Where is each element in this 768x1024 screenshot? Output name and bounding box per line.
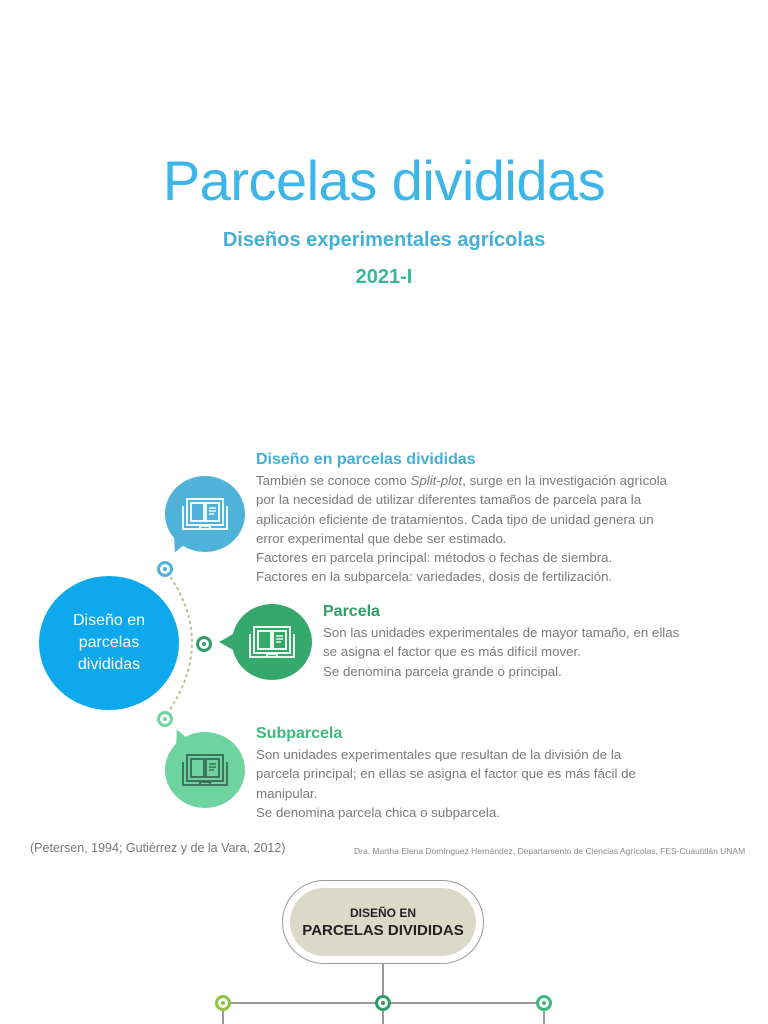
branch-node-right xyxy=(536,995,552,1011)
section-line: aplicación eficiente de tratamientos. Cada tipo de unidad genera un xyxy=(256,511,654,527)
section-line: error experimental que debe ser estimado. xyxy=(256,530,507,546)
branch-node-left xyxy=(215,995,231,1011)
section-line: parcela principal; en ellas se asigna el factor que es más fácil de xyxy=(256,766,636,782)
bubble-parcela xyxy=(232,604,312,680)
ring-marker-middle xyxy=(196,636,212,652)
section-line: Se denomina parcela grande o principal. xyxy=(323,663,562,679)
section-line: Son las unidades experimentales de mayor tamaño, en ellas xyxy=(323,625,680,640)
book-icon xyxy=(180,496,230,532)
section-body xyxy=(323,623,679,681)
section-design xyxy=(256,451,667,587)
connector-line xyxy=(382,964,384,1024)
center-node xyxy=(39,576,179,710)
diagram-root-small-label: DISEÑO EN xyxy=(349,905,416,920)
page-subtitle: Diseños experimentales agrícolas xyxy=(222,229,546,251)
text-fragment: También se conoce como xyxy=(256,473,411,488)
center-node-label: Diseño en parcelas divididas xyxy=(72,612,146,673)
branch-node-center xyxy=(375,995,391,1011)
section-subparcela xyxy=(256,725,636,822)
section-title: Subparcela xyxy=(256,725,343,742)
section-title: Diseño en parcelas divididas xyxy=(256,451,476,468)
ring-marker-top xyxy=(157,561,173,577)
section-line: se asigna el factor que es más difícil mover. xyxy=(323,644,581,660)
bubble-subparcela xyxy=(165,732,245,808)
section-title: Parcela xyxy=(323,603,380,620)
page-title: Parcelas divididas xyxy=(162,149,606,212)
section-body xyxy=(256,471,667,587)
ring-marker-bottom xyxy=(157,711,173,727)
diagram-root-big-label: PARCELAS DIVIDIDAS xyxy=(302,921,464,939)
citation: (Petersen, 1994; Gutiérrez y de la Vara, 2012) xyxy=(30,841,286,855)
section-parcela xyxy=(323,603,679,681)
book-icon xyxy=(247,624,297,660)
section-line: Se denomina parcela chica o subparcela. xyxy=(256,804,500,820)
text-fragment: , surge en la investigación agrícola xyxy=(462,473,667,488)
section-line: Factores en la subparcela: variedades, dosis de fertilización. xyxy=(256,569,613,585)
italic-term: Split-plot xyxy=(410,473,463,488)
section-line: por la necesidad de utilizar diferentes tamaños de parcela para la xyxy=(256,492,642,508)
section-body xyxy=(256,745,636,822)
course-period: 2021-I xyxy=(355,266,413,288)
book-icon xyxy=(180,752,230,788)
section-line: manipular. xyxy=(256,785,318,801)
section-line xyxy=(256,471,667,490)
author-credit: Dra. Martha Elena Domínguez Hernández, Departamento de Ciencias Agrícolas, FES-Cuautitlán UNAM xyxy=(354,846,746,856)
diagram-root-node xyxy=(290,888,476,956)
bubble-design xyxy=(165,476,245,552)
section-line: Son unidades experimentales que resultan de la división de la xyxy=(256,747,622,762)
section-line: Factores en parcela principal: métodos o fechas de siembra. xyxy=(256,550,613,566)
